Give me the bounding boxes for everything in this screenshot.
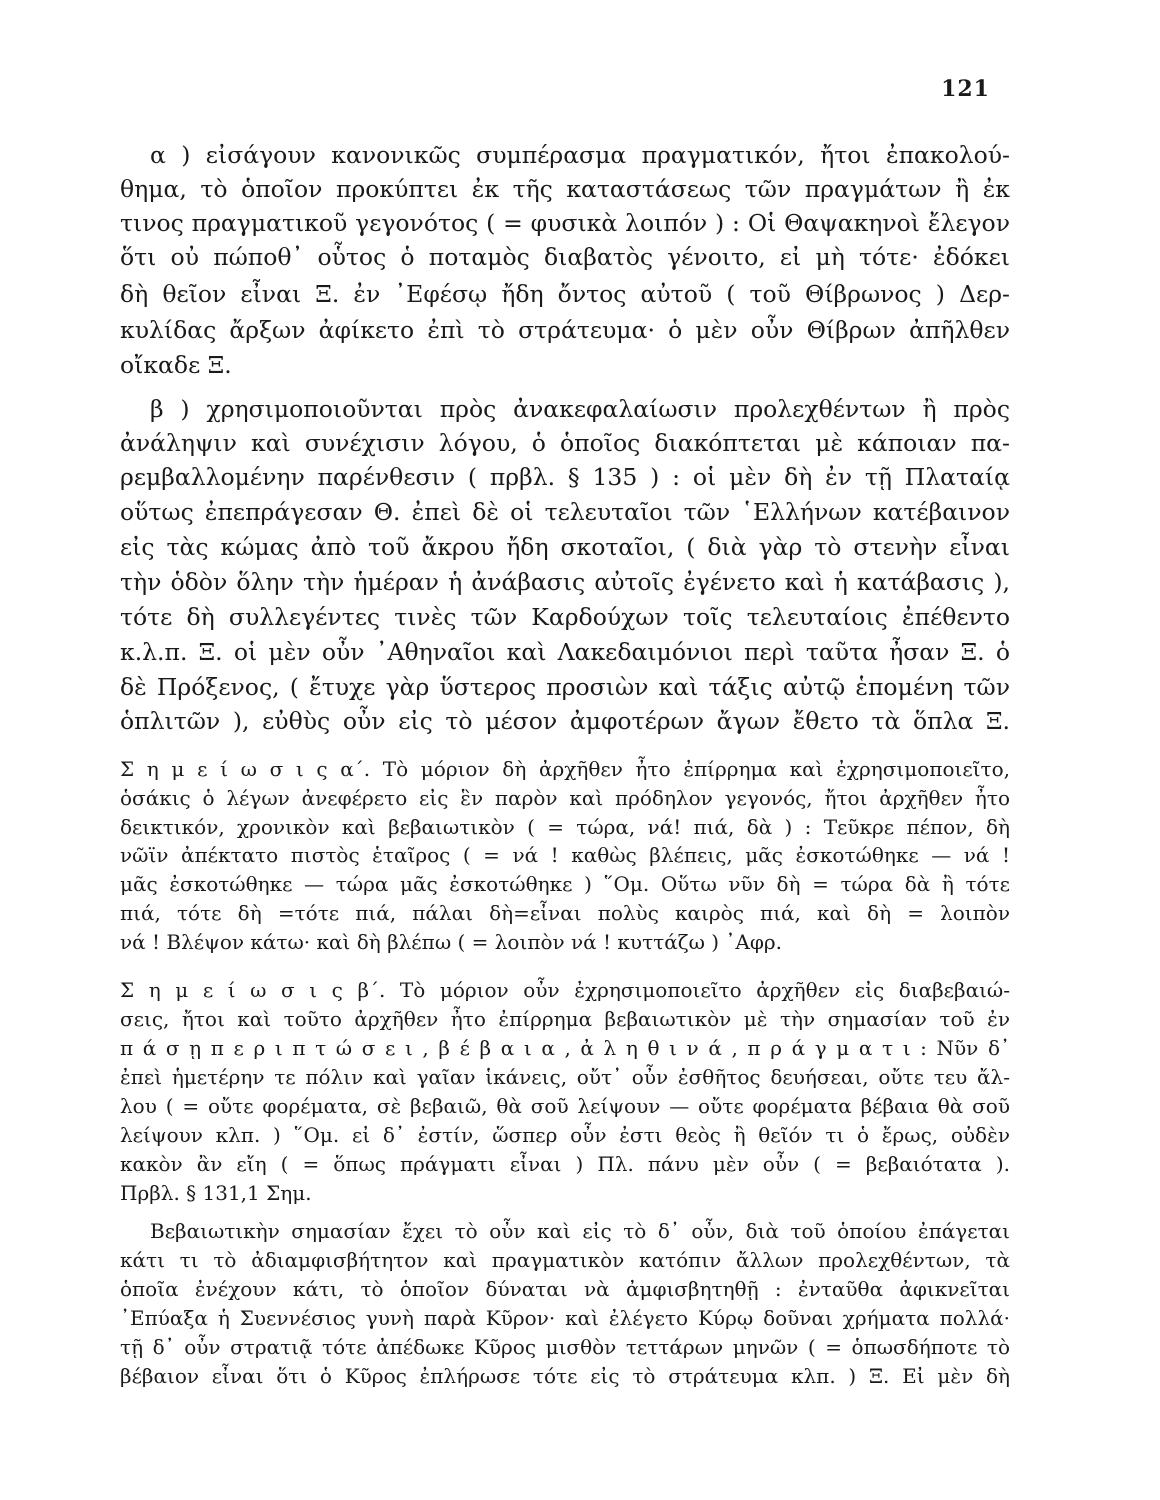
note-line: νῶϊν ἀπέκτατο πιστὸς ἑταῖρος ( = νά ! καθὼς βλέπεις, μᾶς ἐσκοτώθηκε — νά ! <box>120 843 1010 867</box>
note-line: Πρβλ. § 131,1 Σημ. <box>120 1181 312 1205</box>
text-line: ᾿Επύαξα ἡ Συεννέσιος γυνὴ παρὰ Κῦρον· καὶ ἐλέγετο Κύρῳ δοῦναι χρήματα πολλά· <box>120 1306 1010 1330</box>
text-line: κ.λ.π. Ξ. οἱ μὲν οὖν ᾿Αθηναῖοι καὶ Λακεδαιμόνιοι περὶ ταῦτα ἦσαν Ξ. ὁ <box>120 638 1010 666</box>
note-line: Σ η μ ε ί ω σ ι ς α΄. Τὸ μόριον δὴ ἀρχῆθεν ἦτο ἐπίρρημα καὶ ἐχρησιμοποιεῖτο, <box>120 757 1010 781</box>
text-line: τῇ δ᾿ οὖν στρατιᾷ τότε ἀπέδωκε Κῦρος μισθὸν τεττάρων μηνῶν ( = ὁπωσδήποτε τὸ <box>120 1335 1010 1359</box>
text-line: ἀνάληψιν καὶ συνέχισιν λόγου, ὁ ὁποῖος διακόπτεται μὲ κάποιαν πα- <box>120 429 1010 457</box>
text-line: κάτι τι τὸ ἀδιαμφισβήτητον καὶ πραγματικὸν κατόπιν ἄλλων προλεχθέντων, τὰ <box>120 1248 1010 1272</box>
note-line: πιά, τότε δὴ =τότε πιά, πάλαι δὴ=εἶναι πολὺς καιρὸς πιά, καὶ δὴ = λοιπὸν <box>120 901 1010 925</box>
note-line: Σ η μ ε ί ω σ ι ς β΄. Τὸ μόριον οὖν ἐχρησιμοποιεῖτο ἀρχῆθεν εἰς διαβεβαιώ- <box>120 978 1010 1002</box>
text-line: β ) χρησιμοποιοῦνται πρὸς ἀνακεφαλαίωσιν προλεχθέντων ἢ πρὸς <box>150 395 1010 423</box>
text-line: τινος πραγματικοῦ γεγονότος ( = φυσικὰ λοιπόν ) : Οἱ Θαψακηνοὶ ἔλεγον <box>120 209 1010 237</box>
text-line: δὴ θεῖον εἶναι Ξ. ἐν ᾿Εφέσῳ ἤδη ὄντος αὐτοῦ ( τοῦ Θίβρωνος ) Δερ- <box>120 280 1010 308</box>
text-line: δὲ Πρόξενος, ( ἔτυχε γὰρ ὕστερος προσιὼν καὶ τάξις αὐτῷ ἑπομένη τῶν <box>120 673 1010 701</box>
text-line: βέβαιον εἶναι ὅτι ὁ Κῦρος ἐπλήρωσε τότε εἰς τὸ στράτευμα κλπ. ) Ξ. Εἰ μὲν δὴ <box>120 1364 1010 1388</box>
note-line: δεικτικόν, χρονικὸν καὶ βεβαιωτικὸν ( = τώρα, νά! πιά, δὰ ) : Τεῦκρε πέπον, δὴ <box>120 815 1010 839</box>
text-line: οὕτως ἐπεπράγεσαν Θ. ἐπεὶ δὲ οἱ τελευταῖοι τῶν ῾Ελλήνων κατέβαινον <box>120 498 1010 526</box>
text-line: θημα, τὸ ὁποῖον προκύπτει ἐκ τῆς καταστάσεως τῶν πραγμάτων ἢ ἐκ <box>120 175 1010 203</box>
note-line: σεις, ἤτοι καὶ τοῦτο ἀρχῆθεν ἦτο ἐπίρρημα βεβαιωτικὸν μὲ τὴν σημασίαν τοῦ ἐν <box>120 1007 1010 1031</box>
text-line: κυλίδας ἄρξων ἀφίκετο ἐπὶ τὸ στράτευμα· ὁ μὲν οὖν Θίβρων ἀπῆλθεν <box>120 316 1010 344</box>
text-line: οἴκαδε Ξ. <box>120 351 232 379</box>
text-line: τὴν ὁδὸν ὅλην τὴν ἡμέραν ἡ ἀνάβασις αὐτοῖς ἐγένετο καὶ ἡ κατάβασις ), <box>120 568 1010 596</box>
text-line: Βεβαιωτικὴν σημασίαν ἔχει τὸ οὖν καὶ εἰς τὸ δ᾿ οὖν, διὰ τοῦ ὁποίου ἐπάγεται <box>150 1219 1010 1243</box>
page-number: 121 <box>941 76 990 102</box>
text-line: ρεμβαλλομένην παρένθεσιν ( πρβλ. § 135 ) : οἱ μὲν δὴ ἐν τῇ Πλαταίᾳ <box>120 463 1010 491</box>
note-line: μᾶς ἐσκοτώθηκε — τώρα μᾶς ἐσκοτώθηκε ) ῞Ομ. Οὕτω νῦν δὴ = τώρα δὰ ἢ τότε <box>120 872 1010 896</box>
text-line: τότε δὴ συλλεγέντες τινὲς τῶν Καρδούχων τοῖς τελευταίοις ἐπέθεντο <box>120 603 1010 631</box>
note-line: ὁσάκις ὁ λέγων ἀνεφέρετο εἰς ἓν παρὸν καὶ πρόδηλον γεγονός, ἤτοι ἀρχῆθεν ἦτο <box>120 786 1010 810</box>
text-line: ὅτι οὐ πώποθ᾿ οὗτος ὁ ποταμὸς διαβατὸς γένοιτο, εἰ μὴ τότε· ἐδόκει <box>120 243 1010 271</box>
note-line: κακὸν ἂν εἴη ( = ὅπως πράγματι εἶναι ) Πλ. πάνυ μὲν οὖν ( = βεβαιότατα ). <box>120 1152 1010 1176</box>
note-line: π ά σ ῃ π ε ρ ι π τ ώ σ ε ι , β έ β α ι α , ἀ λ η θ ι ν ά , π ρ ά γ μ α τ ι : Νῦν δ᾿ <box>120 1036 1010 1060</box>
text-line: εἰς τὰς κώμας ἀπὸ τοῦ ἄκρου ἤδη σκοταῖοι, ( διὰ γὰρ τὸ στενὴν εἶναι <box>120 533 1010 561</box>
note-line: λου ( = οὔτε φορέματα, σὲ βεβαιῶ, θὰ σοῦ λείψουν — οὔτε φορέματα βέβαια θὰ σοῦ <box>120 1094 1010 1118</box>
note-line: ἐπεὶ ἡμετέρην τε πόλιν καὶ γαῖαν ἱκάνεις, οὔτ᾿ οὖν ἐσθῆτος δευήσεαι, οὔτε τευ ἄλ- <box>120 1065 1010 1089</box>
note-line: λείψουν κλπ. ) ῞Ομ. εἰ δ᾿ ἐστίν, ὥσπερ οὖν ἐστι θεὸς ἢ θεῖόν τι ὁ ἔρως, οὐδὲν <box>120 1123 1010 1147</box>
text-line: ὁποῖα ἐνέχουν κάτι, τὸ ὁποῖον δύναται νὰ ἀμφισβητηθῇ : ἐνταῦθα ἀφικνεῖται <box>120 1277 1010 1301</box>
text-line: α ) εἰσάγουν κανονικῶς συμπέρασμα πραγματικόν, ἤτοι ἐπακολού- <box>150 141 1010 169</box>
text-line: ὁπλιτῶν ), εὐθὺς οὖν εἰς τὸ μέσον ἀμφοτέρων ἄγων ἔθετο τὰ ὅπλα Ξ. <box>120 707 1010 735</box>
note-line: νά ! Βλέψον κάτω· καὶ δὴ βλέπω ( = λοιπὸν νά ! κυττάζω ) ᾿Αφρ. <box>120 930 782 954</box>
